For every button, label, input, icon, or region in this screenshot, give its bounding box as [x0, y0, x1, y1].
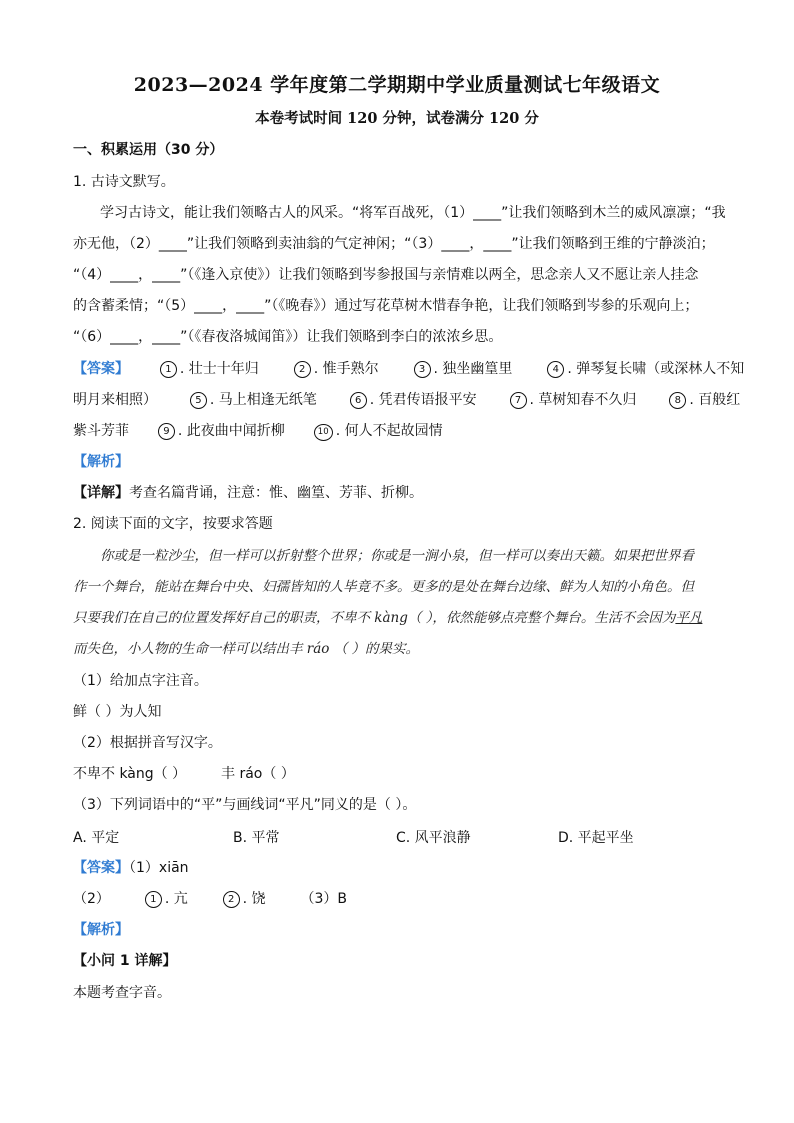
answer-item: . 何人不起故园情 — [335, 423, 443, 439]
number-circle-icon: 8 — [669, 392, 686, 409]
q2-sub2: （2）根据拼音写汉字。 — [73, 735, 222, 751]
q1-paragraph-line: “（4）____，____”（《逢入京使》）让我们领略到岑参报国与亲情难以两全，思念亲人又不愿让亲人挂念 — [73, 267, 699, 283]
q2-passage-line: 作一个舞台，能站在舞台中央、妇孺皆知的人毕竟不多。更多的是处在舞台边缘、鲜为人知的小角色。但 — [73, 579, 694, 595]
q2-passage-line: 而失色，小人物的生命一样可以结出丰 ráo （ ）的果实。 — [73, 641, 420, 657]
number-circle-icon: 5 — [190, 392, 207, 409]
q1-label: 1. 古诗文默写。 — [73, 174, 175, 190]
answer-item: 明月来相照） — [73, 392, 157, 408]
underlined-word: 平凡 — [675, 610, 703, 626]
pinyin-item: 丰 ráo（ ） — [221, 766, 295, 782]
q1-answer-row — [73, 359, 744, 379]
q1-detail — [73, 483, 423, 503]
answer-item: . 草树知春不久归 — [529, 392, 637, 408]
number-circle-icon: 4 — [547, 361, 564, 378]
q2-sub2-items — [73, 764, 295, 784]
number-circle-icon: 2 — [294, 361, 311, 378]
answer-item: . 饶 — [242, 891, 266, 907]
answer-item: （2） — [73, 891, 110, 907]
detail-text: 考查名篇背诵，注意：惟、幽篁、芳菲、折柳。 — [129, 485, 423, 501]
number-circle-icon: 1 — [160, 361, 177, 378]
number-circle-icon: 10 — [314, 424, 333, 441]
page-title: 2023—2024 学年度第二学期期中学业质量测试七年级语文 — [133, 74, 661, 96]
answer-item: . 百般红 — [689, 392, 741, 408]
q1-answer-row — [73, 390, 740, 410]
q1-paragraph-line: 亦无他，（2）____”让我们领略到卖油翁的气定神闲；“（3）____，____”让我们领略到王维的宁静淡泊； — [73, 236, 715, 252]
answer-item: . 独坐幽篁里 — [433, 361, 513, 377]
answer-item: . 壮士十年归 — [179, 361, 259, 377]
number-circle-icon: 2 — [223, 891, 240, 908]
answer-tag: 【答案】 — [73, 860, 129, 876]
q2-sub1: （1）给加点字注音。 — [73, 673, 208, 689]
q2-sub1-item: 鲜（ ）为人知 — [73, 704, 162, 720]
q2-passage-line — [73, 608, 702, 628]
q2-answer-row — [73, 858, 189, 878]
q1-answer-row — [73, 421, 443, 441]
analysis-tag: 【解析】 — [73, 454, 129, 470]
answer-item: （1）xiān — [129, 860, 189, 876]
answer-item: （3）B — [300, 891, 347, 907]
answer-item: . 弹琴复长啸（或深林人不知 — [567, 361, 745, 377]
number-circle-icon: 1 — [145, 891, 162, 908]
option-d: D. 平起平坐 — [558, 830, 634, 846]
small-question-text: 本题考查字音。 — [73, 985, 171, 1001]
option-a: A. 平定 — [73, 830, 120, 846]
number-circle-icon: 7 — [510, 392, 527, 409]
answer-item: . 此夜曲中闻折柳 — [177, 423, 285, 439]
q1-paragraph-line: “（6）____，____”（《春夜洛城闻笛》）让我们领略到李白的浓浓乡思。 — [73, 329, 503, 345]
q2-answer-row — [73, 889, 347, 909]
option-c: C. 风平浪静 — [396, 830, 471, 846]
q2-passage-line: 你或是一粒沙尘，但一样可以折射整个世界；你或是一涧小泉，但一样可以奏出天籁。如果把世界看 — [100, 548, 694, 564]
small-question-tag: 【小问 1 详解】 — [73, 953, 177, 969]
section-heading: 一、积累运用（30 分） — [73, 142, 224, 158]
answer-item: 紫斗芳菲 — [73, 423, 129, 439]
answer-tag: 【答案】 — [73, 361, 129, 377]
answer-item: . 惟手熟尔 — [313, 361, 379, 377]
q1-paragraph-line: 学习古诗文，能让我们领略古人的风采。“将军百战死，（1）____”让我们领略到木兰的威风凛凛；“我 — [100, 205, 726, 221]
number-circle-icon: 3 — [414, 361, 431, 378]
answer-item: . 马上相逢无纸笔 — [209, 392, 317, 408]
answer-item: . 凭君传语报平安 — [369, 392, 477, 408]
q2-sub3: （3）下列词语中的“平”与画线词“平凡”同义的是（ ）。 — [73, 797, 417, 813]
answer-item: . 亢 — [164, 891, 188, 907]
pinyin-item: 不卑不 kàng（ ） — [73, 766, 187, 782]
q1-paragraph-line: 的含蓄柔情；“（5）____，____”（《晚春》）通过写花草树木惜春争艳，让我们领略到岑参的乐观向上； — [73, 298, 699, 314]
option-b: B. 平常 — [233, 830, 280, 846]
detail-tag: 【详解】 — [73, 485, 129, 501]
page-subtitle: 本卷考试时间 120 分钟，试卷满分 120 分 — [255, 110, 539, 127]
analysis-tag: 【解析】 — [73, 922, 129, 938]
number-circle-icon: 9 — [158, 423, 175, 440]
passage-text: 只要我们在自己的位置发挥好自己的职责，不卑不 kàng（ ），依然能够点亮整个舞台。生活不会因为 — [73, 610, 676, 626]
number-circle-icon: 6 — [350, 392, 367, 409]
q2-label: 2. 阅读下面的文字，按要求答题 — [73, 516, 273, 532]
